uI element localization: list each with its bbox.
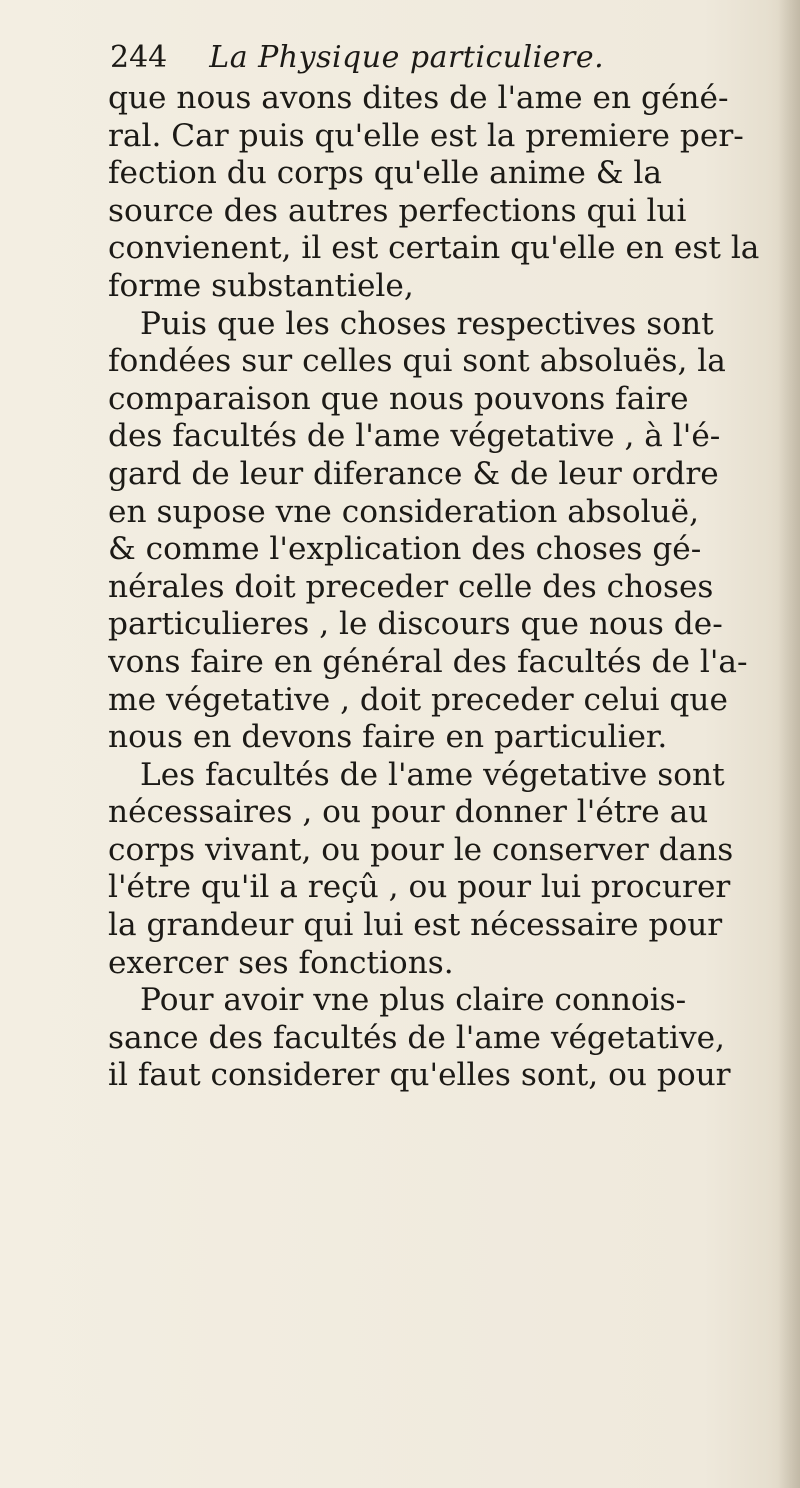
text-line: particulieres , le discours que nous de- <box>108 606 723 643</box>
text-line: forme substantiele, <box>108 267 414 304</box>
text-line: exercer ses fonctions. <box>108 944 454 981</box>
text-line: Les facultés de l'ame végetative sont <box>140 756 725 793</box>
text-line: l'étre qu'il a reçû , ou pour lui procurer <box>108 869 731 906</box>
text-line: des facultés de l'ame végetative , à l'é- <box>108 418 721 455</box>
text-line: la grandeur qui lui est nécessaire pour <box>108 907 723 944</box>
text-line: nécessaires , ou pour donner l'étre au <box>108 794 709 831</box>
text-line: ral. Car puis qu'elle est la premiere per- <box>108 117 744 154</box>
body-text <box>108 80 798 1095</box>
text-line: Puis que les choses respectives sont <box>140 305 714 342</box>
text-line: nérales doit preceder celle des choses <box>108 568 714 605</box>
text-line: vons faire en général des facultés de l'a- <box>108 643 748 680</box>
text-line: gard de leur diferance & de leur ordre <box>108 455 719 492</box>
text-line: que nous avons dites de l'ame en géné- <box>108 80 729 116</box>
text-line: source des autres perfections qui lui <box>108 192 687 229</box>
text-line: me végetative , doit preceder celui que <box>108 681 728 718</box>
text-line: sance des facultés de l'ame végetative, <box>108 1019 725 1056</box>
page-header <box>110 40 604 75</box>
text-line: convienent, il est certain qu'elle en est la <box>108 230 760 267</box>
text-line: fection du corps qu'elle anime & la <box>108 155 662 192</box>
text-line: nous en devons faire en particulier. <box>108 719 668 756</box>
text-line: fondées sur celles qui sont absoluës, la <box>108 343 726 380</box>
text-line: comparaison que nous pouvons faire <box>108 380 689 417</box>
page-number: 244 <box>110 40 168 75</box>
text-line: & comme l'explication des choses gé- <box>108 531 702 568</box>
text-line: en supose vne consideration absoluë, <box>108 493 700 530</box>
running-title: La Physique particuliere. <box>209 40 605 75</box>
text-line: Pour avoir vne plus claire connois- <box>140 982 687 1019</box>
text-line: il faut considerer qu'elles sont, ou pour <box>108 1057 731 1094</box>
text-line: corps vivant, ou pour le conserver dans <box>108 831 734 868</box>
